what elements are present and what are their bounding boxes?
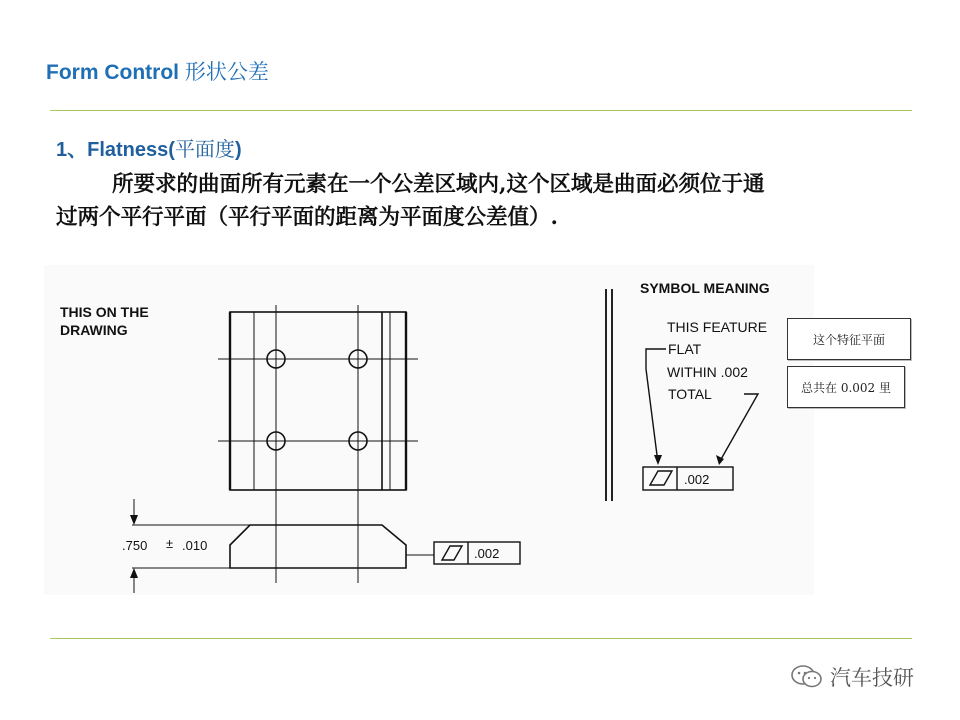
drawing-label-1: THIS ON THE [60,304,149,320]
meaning-total: TOTAL [668,386,712,402]
section-heading [56,133,242,162]
top-divider [50,110,912,111]
note-total-tolerance [787,366,905,408]
frame-value-left: .002 [474,546,500,561]
meaning-this-feature: THIS FEATURE [667,319,768,335]
definition-text [56,168,936,234]
meaning-flat: FLAT [668,341,702,357]
tolerance-value: .010 [182,538,208,553]
title-cn: 形状公差 [184,60,269,84]
meaning-within: WITHIN .002 [667,364,748,380]
drawing-label-2: DRAWING [60,322,128,338]
symbol-meaning-heading: SYMBOL MEANING [640,280,770,296]
watermark [790,662,914,692]
frame-value-right: .002 [684,472,710,487]
heading-close: ) [234,139,242,161]
dimension-value: .750 [122,538,148,553]
title-en: Form Control [46,61,179,84]
definition-line-2: 过两个平行平面（平行平面的距离为平面度公差值）. [56,205,558,230]
wechat-icon [790,664,824,690]
watermark-text: 汽车技研 [830,666,914,690]
heading-cn: 平面度 [174,137,235,161]
tolerance-sign: ± [166,536,174,551]
flatness-figure [44,265,814,595]
note-total-text: 总共在 0.002 里 [801,380,891,395]
definition-line-1: 所要求的曲面所有元素在一个公差区域内,这个区域是曲面必须位于通 [112,172,765,197]
note-feature-text: 这个特征平面 [812,332,885,347]
heading-en: 1、Flatness( [56,139,175,161]
page-title [46,56,269,86]
note-feature-plane [787,318,911,360]
bottom-divider [50,638,912,639]
